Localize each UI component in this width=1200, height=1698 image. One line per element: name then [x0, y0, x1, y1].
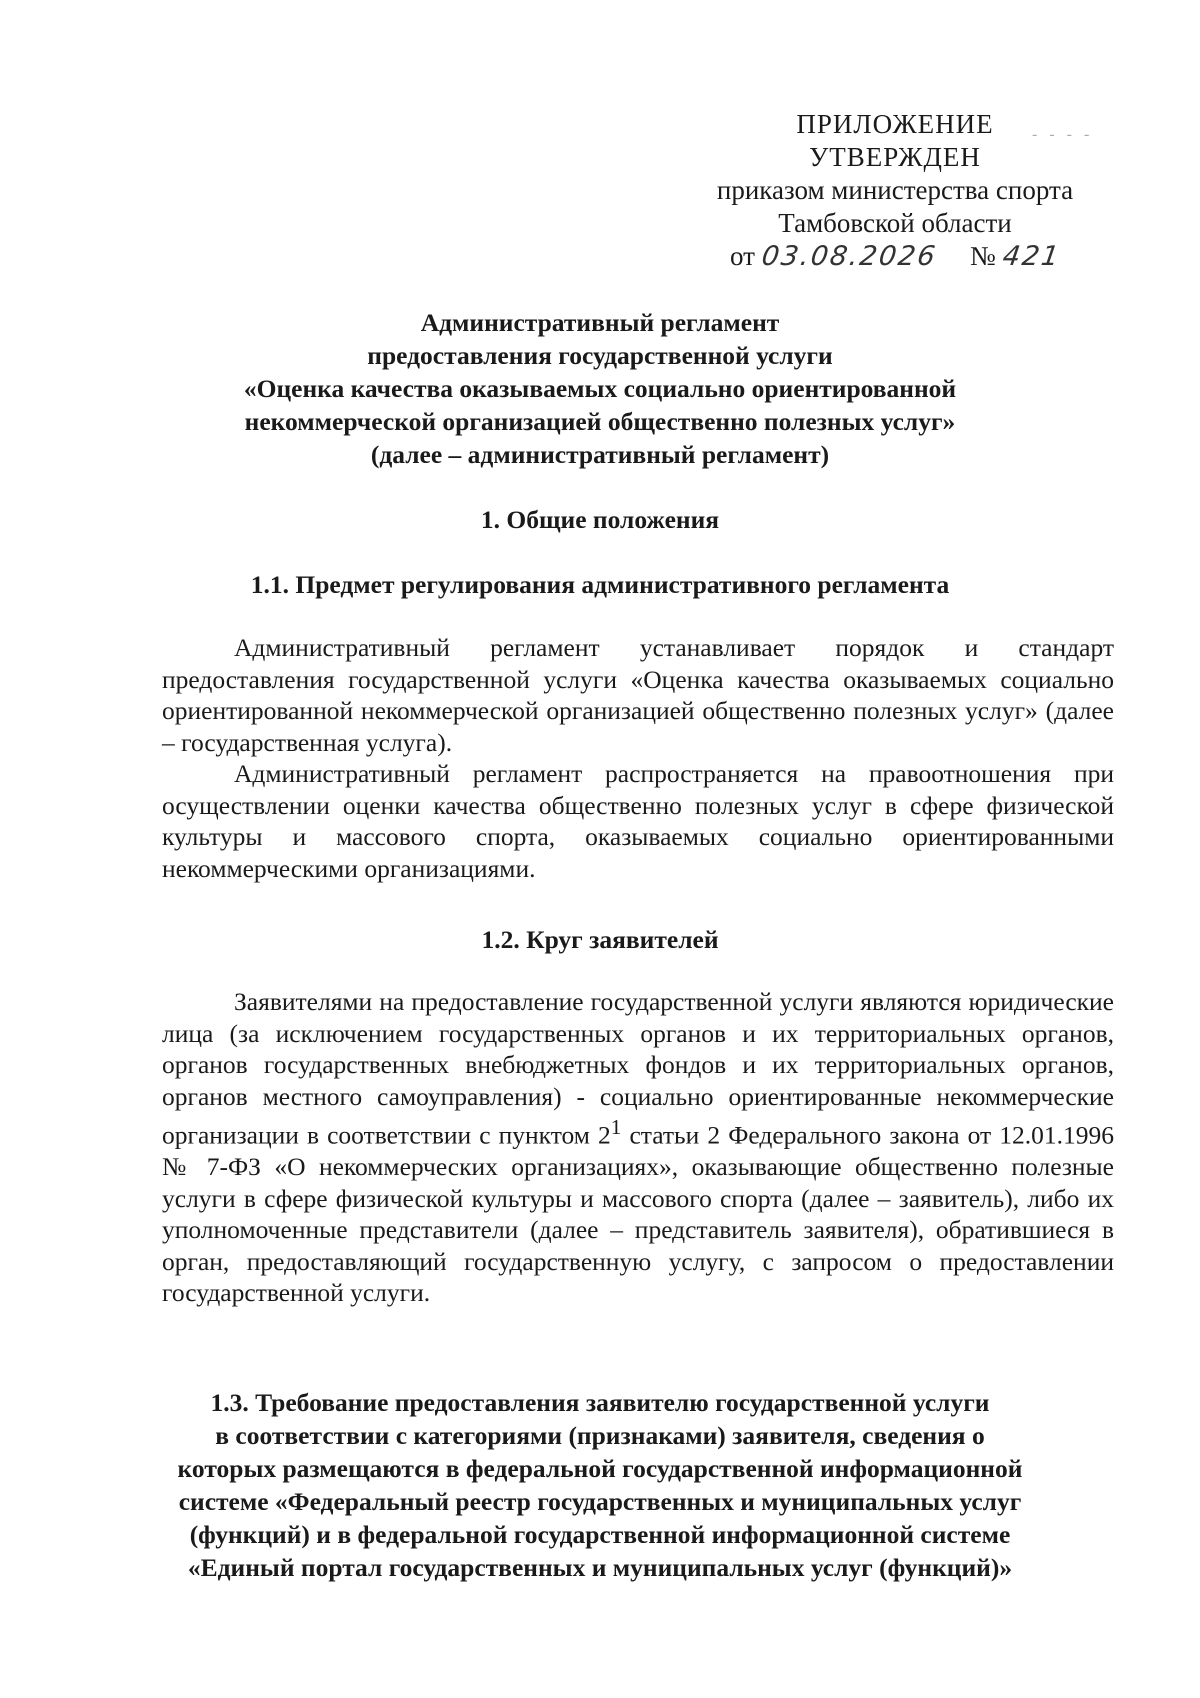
- number-label: №: [969, 241, 996, 271]
- section-1-3-line-1: 1.3. Требование предоставления заявителю государственной услуги: [210, 1388, 990, 1417]
- section-1-3-line-5: (функций) и в федеральной государственной информационной системе: [189, 1520, 1011, 1549]
- title-line-2: предоставления государственной услуги: [367, 341, 833, 370]
- approval-block: [660, 108, 1130, 273]
- order-date-number: [660, 240, 1130, 273]
- section-1-2-heading: 1.2. Круг заявителей: [481, 925, 719, 954]
- handwritten-number: 421: [1000, 241, 1063, 272]
- order-line-1: приказом министерства спорта: [716, 175, 1074, 205]
- title-line-4: некоммерческой организацией общественно полезных услуг»: [244, 407, 956, 436]
- section-1-heading: 1. Общие положения: [480, 505, 720, 534]
- document-title: [160, 306, 1040, 471]
- order-line-2: Тамбовской области: [778, 208, 1012, 238]
- section-1-3-line-4: системе «Федеральный реестр государственных и муниципальных услуг: [178, 1487, 1022, 1516]
- section-1-3-line-6: «Единый портал государственных и муниципальных услуг (функций)»: [187, 1553, 1013, 1582]
- section-1-1-paragraph-2: Административный регламент распространяется на правоотношения при осуществлении оценки качества общественно полезных услуг в сфере физической культуры и массового спорта, оказываемых социально ориентированными некоммерческими организациями.: [162, 759, 1114, 883]
- approved-label: УТВЕРЖДЕН: [809, 142, 981, 172]
- superscript: 1: [610, 1115, 622, 1139]
- section-1-2-paragraph: [162, 986, 1114, 1309]
- handwritten-date: 03.08.2026: [759, 241, 939, 272]
- from-label: от: [729, 241, 755, 271]
- title-line-1: Административный регламент: [420, 308, 780, 337]
- section-1-2-text-part-2: статьи 2 Федерального закона от 12.01.1996 № 7-ФЗ «О некоммерческих организациях», оказывающие общественно полезные услуги в сфере физической культуры и массового спорта (далее – заявитель), либо их уполномоченные представители (далее – представитель заявителя), обратившиеся в орган, предоставляющий государственную услугу, с запросом о предоставлении государственной услуги.: [162, 1120, 1114, 1307]
- section-1-3-line-2: в соответствии с категориями (признаками) заявителя, сведения о: [215, 1421, 985, 1450]
- section-1-2-text-part-1: Заявителями на предоставление государственной услуги являются юридические лица (за исключением государственных органов и их территориальных органов, органов государственных внебюджетных фондов и их территориальных органов, органов местного самоуправления) - социально ориентированные некоммерческие организации в соответствии с пунктом 2: [162, 987, 1114, 1150]
- section-1-3-heading: [160, 1386, 1040, 1584]
- appendix-label: ПРИЛОЖЕНИЕ: [796, 109, 994, 139]
- section-1-3-line-3: которых размещаются в федеральной государственной информационной: [177, 1454, 1023, 1483]
- scan-mark: - - - -: [1032, 126, 1094, 143]
- section-1-1-heading: 1.1. Предмет регулирования административного регламента: [250, 570, 950, 599]
- title-line-5: (далее – административный регламент): [370, 440, 830, 469]
- section-1-1-paragraph-1: Административный регламент устанавливает порядок и стандарт предоставления государственной услуги «Оценка качества оказываемых социально ориентированной некоммерческой организацией общественно полезных услуг» (далее – государственная услуга).: [162, 633, 1114, 757]
- title-line-3: «Оценка качества оказываемых социально ориентированной: [243, 374, 957, 403]
